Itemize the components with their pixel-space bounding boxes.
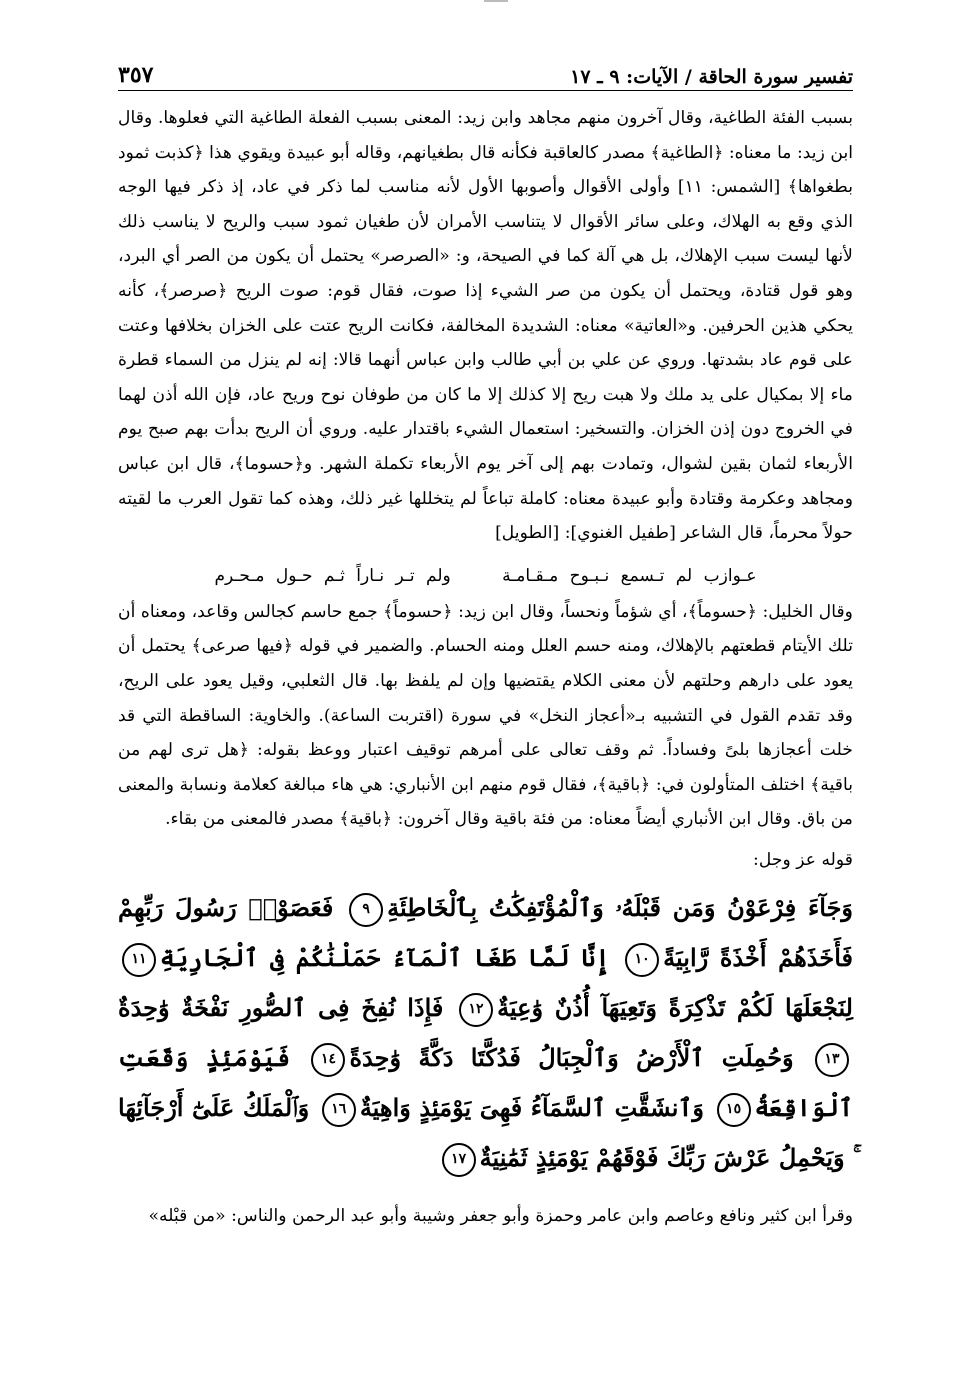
ayah-15: فَيَوْمَئِذٍ وَقَعَتِ ٱلْوَاقِعَةُ١٥ — [118, 1043, 853, 1122]
ayah-10: فَعَصَوْا۟ رَسُولَ رَبِّهِمْ فَأَخَذَهُمْ أَخْذَةً رَّابِيَةً١٠ — [118, 893, 853, 972]
page — [118, 58, 853, 1233]
footer-paragraph: وقرأ ابن كثير ونافع وعاصم وابن عامر وحمزة وأبو جعفر وشيبة وأبو عبد الرحمن والناس: «من قبْله» — [148, 1206, 853, 1227]
ayah-number-marker: ١٠ — [625, 943, 659, 977]
page-number: ٣٥٧ — [118, 62, 154, 88]
ayah-number-marker: ١٥ — [717, 1093, 751, 1127]
header-title: تفسير سورة الحاقة / الآيات: ٩ ـ ١٧ — [570, 66, 853, 88]
quran-passage — [118, 883, 853, 1183]
paragraph-2: وقال الخليل: ﴿حسوماً﴾، أي شؤماً ونحساً، وقال ابن زيد: ﴿حسوماً﴾ جمع حاسم كجالس وقاعد، ومعناه أن تلك الأيتام قطعتهم بالإهلاك، ومنه حسم العلل ومنه الحسام. والضمير في قوله ﴿فيها صرعى﴾ يحتمل أن يعود على دارهم وحلتهم لأن معنى الكلام يقتضيها وإن لم يلفظ بها. قال الثعلبي، وقيل يعود على الريح، وقد تقدم القول في التشبيه بـ«أعجاز النخل» في سورة (اقتربت الساعة). والخاوية: الساقطة التي قد خلت أعجازها بلىً وفساداً. ثم وقف تعالى على أمرهم توقيف اعتبار ووعظ بقوله: ﴿هل ترى لهم من باقية﴾ اختلف المتأولون في: ﴿باقية﴾، فقال قوم منهم ابن الأنباري: هي هاء مبالغة كعلامة ونسابة والمعنى من باق. وقال ابن الأنباري أيضاً معناه: من فئة باقية وقال آخرون: ﴿باقية﴾ مصدر فالمعنى من بقاء. — [118, 601, 853, 830]
ayah-14: وَحُمِلَتِ ٱلْأَرْضُ وَٱلْجِبَالُ فَدُكَّتَا دَكَّةً وَٰحِدَةً١٤ — [307, 1043, 793, 1072]
ayah-number-marker: ١٦ — [322, 1093, 356, 1127]
paragraph-1: بسبب الفئة الطاغية، وقال آخرون منهم مجاهد وابن زيد: المعنى بسبب الفعلة الطاغية التي فعلوها. وقال ابن زيد: ما معناه: ﴿الطاغية﴾ مصدر كالعاقبة فكأنه قال بطغيانهم، وقاله أبو عبيدة ويقوي هذا ﴿كذبت ثمود بطغواها﴾ [الشمس: ١١] وأولى الأقوال وأصوبها الأول لأنه مناسب لما ذكر في عاد، إذ ذكر فيها الوجه الذي وقع به الهلاك، وعلى سائر الأقوال لا يتناسب الأمران لأن طغيان ثمود سبب والريح لا يناسب ذلك لأنها ليست سبب الإهلاك، بل هي آلة كما في الصيحة، و: «الصرصر» يحتمل أن يكون من الصر أي البرد، وهو قول قتادة، ويحتمل أن يكون من صر الشيء إذا صوت، فقال قوم: صوت الريح ﴿صرصر﴾، كأنه يحكي هذين الحرفين. و«العاتية» معناه: الشديدة المخالفة، فكانت الريح عتت على الخزان بخلافها وعتت على قوم عاد بشدتها. وروي عن علي بن أبي طالب وابن عباس أنهما قالا: إنه لم ينزل من السماء قطرة ماء إلا بمكيال على يد ملك ولا هبت ريح إلا كذلك إلا ما كان من طوفان نوح وريح عاد، فإن الله أذن لهما في الخروج دون إذن الخزان. والتسخير: استعمال الشيء باقتدار عليه. وروي أن الريح بدأت بهم صبح يوم الأربعاء لثمان بقين لشوال، وتمادت بهم إلى آخر يوم الأربعاء تكملة الشهر. و﴿حسوما﴾، قال ابن عباس ومجاهد وعكرمة وقتادة وأبو عبيدة معناه: كاملة تباعاً لم يتخللها غير ذلك، وهذه كما تقول العرب ما لقيته حولاً محرماً، قال الشاعر [طفيل الغنوي]: [الطويل] — [118, 108, 853, 544]
running-header — [118, 58, 853, 88]
poetry-verse — [118, 561, 853, 591]
ayah-13: فَإِذَا نُفِخَ فِى ٱلصُّورِ نَفْخَةٌ وَٰحِدَةٌ١٣ — [118, 993, 853, 1072]
ayah-number-marker: ١٢ — [459, 993, 493, 1027]
header-rule — [118, 90, 853, 91]
ayah-9: وَجَآءَ فِرْعَوْنُ وَمَن قَبْلَهُۥ وَٱلْمُؤْتَفِكَٰتُ بِٱلْخَاطِئَةِ٩ — [345, 893, 853, 922]
verse-hemistich-2: ولم تـر نـاراً ثـم حـول مـحـرم — [214, 565, 451, 586]
ayah-number-marker: ٩ — [349, 893, 383, 927]
ayah-number-marker: ١١ — [122, 943, 156, 977]
paragraph-3: قوله عز وجل: — [753, 849, 853, 870]
ayah-11: إِنَّا لَمَّا طَغَا ٱلْمَآءُ حَمَلْنَٰكُمْ فِى ٱلْجَارِيَةِ١١ — [118, 943, 610, 972]
ayah-16: وَٱنشَقَّتِ ٱلسَّمَآءُ فَهِىَ يَوْمَئِذٍ وَاهِيَةٌ١٦ — [318, 1093, 704, 1122]
commentary — [118, 101, 853, 877]
verse-hemistich-1: عـوازب لم تـسمع نـبـوح مـقـامـة — [502, 565, 757, 586]
ayah-number-marker: ١٤ — [311, 1043, 345, 1077]
ayah-17: وَٱلْمَلَكُ عَلَىٰٓ أَرْجَآئِهَا ۚ وَيَحْمِلُ عَرْشَ رَبِّكَ فَوْقَهُمْ يَوْمَئِذٍ ثَمَٰنِيَةٌ١٧ — [118, 1093, 853, 1172]
scan-mark — [484, 0, 508, 2]
ayah-number-marker: ١٧ — [442, 1143, 476, 1177]
ayah-number-marker: ١٣ — [815, 1043, 849, 1077]
ayah-12: لِنَجْعَلَهَا لَكُمْ تَذْكِرَةً وَتَعِيَهَآ أُذُنٌ وَٰعِيَةٌ١٢ — [455, 993, 853, 1022]
